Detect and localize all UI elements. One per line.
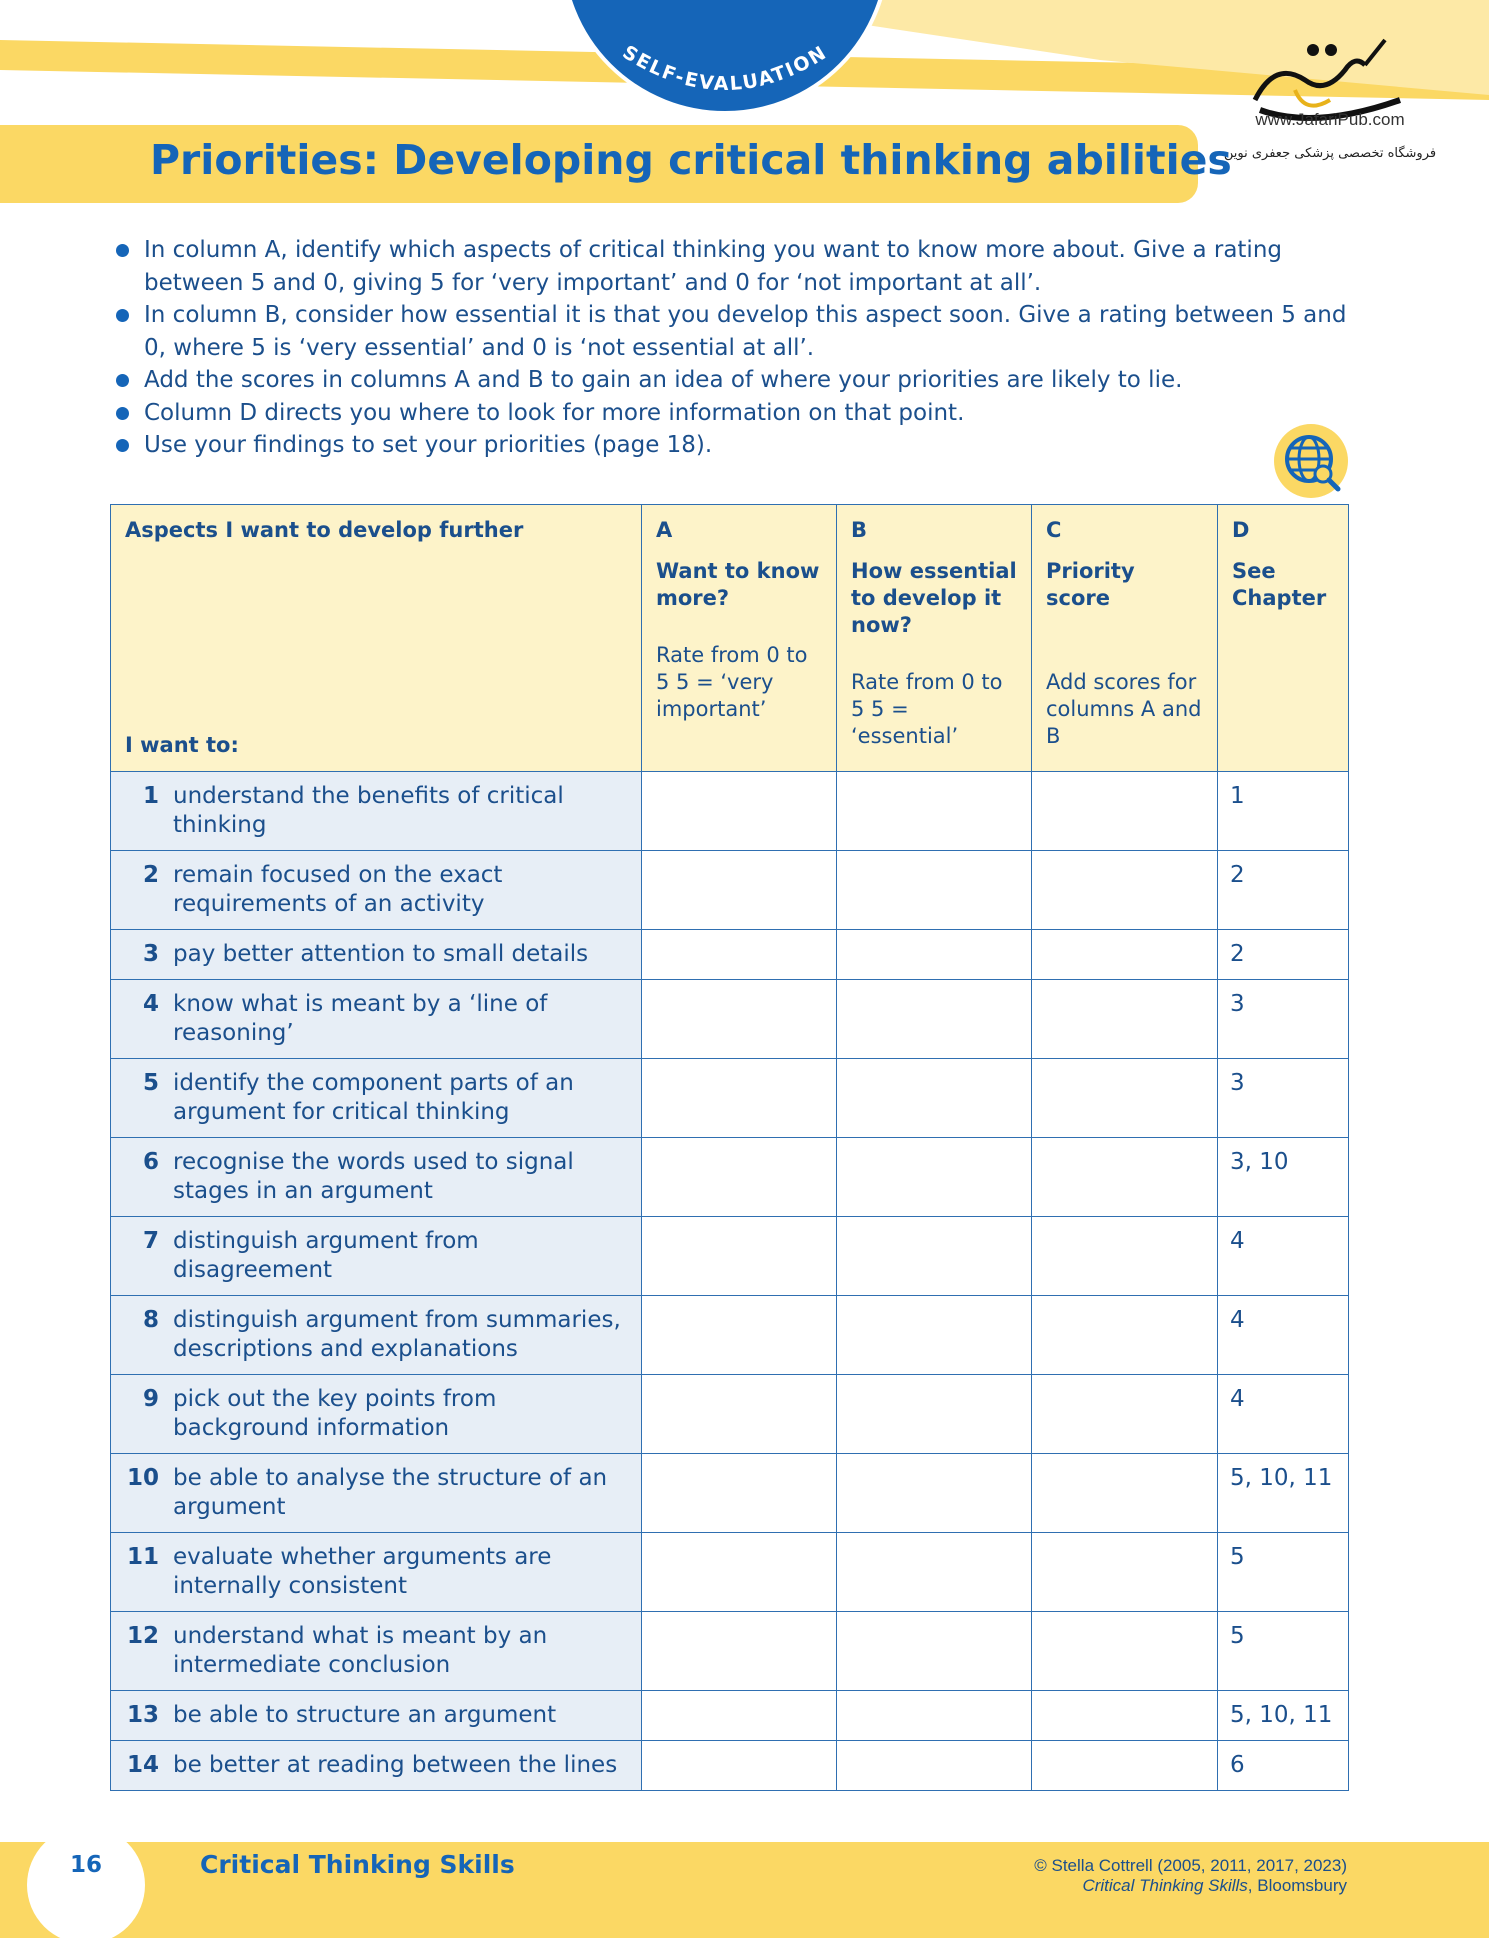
- row-number: 6: [142, 1149, 159, 1175]
- table-row: [111, 1375, 1349, 1454]
- chapter-cell: 5, 10, 11: [1218, 1454, 1349, 1533]
- column-a-input-cell[interactable]: [642, 1217, 837, 1296]
- header-column-b: [837, 505, 1032, 772]
- column-a-input-cell[interactable]: [642, 1612, 837, 1691]
- column-a-input-cell[interactable]: [642, 980, 837, 1059]
- column-c-input-cell[interactable]: [1032, 1533, 1218, 1612]
- column-c-input-cell[interactable]: [1032, 930, 1218, 980]
- aspect-text: evaluate whether arguments are internally consistent: [173, 1544, 552, 1599]
- aspect-cell: [111, 851, 642, 930]
- aspect-cell: [111, 980, 642, 1059]
- row-number: 10: [126, 1465, 159, 1491]
- aspect-text: know what is meant by a ‘line of reasoning’: [173, 991, 548, 1046]
- column-b-input-cell[interactable]: [837, 1691, 1032, 1741]
- column-a-input-cell[interactable]: [642, 1375, 837, 1454]
- table-row: [111, 980, 1349, 1059]
- row-number: 4: [142, 991, 159, 1017]
- column-c-input-cell[interactable]: [1032, 1059, 1218, 1138]
- row-number: 1: [142, 783, 159, 809]
- logo-url: www.JafariPub.com: [1255, 110, 1405, 129]
- column-c-input-cell[interactable]: [1032, 1296, 1218, 1375]
- table-header-row: [111, 505, 1349, 772]
- column-c-input-cell[interactable]: [1032, 851, 1218, 930]
- row-number: 7: [142, 1228, 159, 1254]
- column-a-input-cell[interactable]: [642, 1741, 837, 1791]
- column-b-input-cell[interactable]: [837, 1059, 1032, 1138]
- instructions-list: [112, 234, 1352, 462]
- chapter-cell: 4: [1218, 1375, 1349, 1454]
- chapter-cell: 1: [1218, 772, 1349, 851]
- aspect-text: identify the component parts of an argument for critical thinking: [173, 1070, 574, 1125]
- row-number: 14: [126, 1752, 159, 1778]
- citation-publisher: , Bloomsbury: [1247, 1876, 1347, 1895]
- column-b-input-cell[interactable]: [837, 930, 1032, 980]
- chapter-cell: 3: [1218, 980, 1349, 1059]
- aspect-text: be able to analyse the structure of an argument: [173, 1465, 608, 1520]
- column-d-title: See Chapter: [1232, 559, 1327, 610]
- column-b-input-cell[interactable]: [837, 772, 1032, 851]
- chapter-cell: 4: [1218, 1296, 1349, 1375]
- instruction-item: Add the scores in columns A and B to gain an idea of where your priorities are likely to lie.: [112, 364, 1352, 397]
- table-row: [111, 1533, 1349, 1612]
- chapter-cell: 3, 10: [1218, 1138, 1349, 1217]
- table-row: [111, 1741, 1349, 1791]
- table-row: [111, 1454, 1349, 1533]
- copyright-notice: [1034, 1856, 1347, 1896]
- column-b-title: How essential to develop it now?: [851, 559, 1017, 637]
- column-b-input-cell[interactable]: [837, 1612, 1032, 1691]
- column-b-input-cell[interactable]: [837, 851, 1032, 930]
- column-b-input-cell[interactable]: [837, 1296, 1032, 1375]
- chapter-cell: 4: [1218, 1217, 1349, 1296]
- column-a-input-cell[interactable]: [642, 1533, 837, 1612]
- table-row: [111, 930, 1349, 980]
- column-a-input-cell[interactable]: [642, 1138, 837, 1217]
- header-aspects-title: Aspects I want to develop further: [125, 518, 524, 542]
- column-c-input-cell[interactable]: [1032, 1454, 1218, 1533]
- aspect-cell: [111, 1454, 642, 1533]
- row-number: 5: [142, 1070, 159, 1096]
- column-c-input-cell[interactable]: [1032, 1691, 1218, 1741]
- aspect-text: recognise the words used to signal stages in an argument: [173, 1149, 574, 1204]
- chapter-cell: 5, 10, 11: [1218, 1691, 1349, 1741]
- chapter-cell: 2: [1218, 930, 1349, 980]
- column-a-input-cell[interactable]: [642, 1454, 837, 1533]
- table-row: [111, 851, 1349, 930]
- table-row: [111, 1138, 1349, 1217]
- aspect-text: be able to structure an argument: [173, 1702, 557, 1728]
- column-c-input-cell[interactable]: [1032, 980, 1218, 1059]
- aspect-cell: [111, 1375, 642, 1454]
- header-column-c: [1032, 505, 1218, 772]
- instruction-item: In column B, consider how essential it is that you develop this aspect soon. Give a rating between 5 and 0, where 5 is ‘very essential’ and 0 is ‘not essential at all’.: [112, 299, 1352, 364]
- column-b-input-cell[interactable]: [837, 1138, 1032, 1217]
- aspect-cell: [111, 1612, 642, 1691]
- row-number: 2: [142, 862, 159, 888]
- column-c-input-cell[interactable]: [1032, 1741, 1218, 1791]
- column-c-letter: C: [1046, 518, 1062, 542]
- column-b-input-cell[interactable]: [837, 1375, 1032, 1454]
- column-b-input-cell[interactable]: [837, 980, 1032, 1059]
- column-c-input-cell[interactable]: [1032, 1612, 1218, 1691]
- chapter-cell: 5: [1218, 1533, 1349, 1612]
- instruction-item: In column A, identify which aspects of critical thinking you want to know more about. Give a rating between 5 and 0, giving 5 for ‘very important’ and 0 for ‘not important at all’.: [112, 234, 1352, 299]
- aspect-text: pick out the key points from background information: [173, 1386, 497, 1441]
- instruction-item: Column D directs you where to look for more information on that point.: [112, 397, 1352, 430]
- aspect-cell: [111, 1741, 642, 1791]
- svg-text:SELF-EVALUATION: SELF-EVALUATION: [618, 41, 832, 96]
- table-row: [111, 1217, 1349, 1296]
- aspect-cell: [111, 1217, 642, 1296]
- header-column-d: [1218, 505, 1349, 772]
- column-c-input-cell[interactable]: [1032, 772, 1218, 851]
- header-column-a: [642, 505, 837, 772]
- chapter-cell: 5: [1218, 1612, 1349, 1691]
- aspect-text: be better at reading between the lines: [173, 1752, 618, 1778]
- column-a-letter: A: [656, 518, 673, 542]
- column-a-note: Rate from 0 to 5 5 = ‘very important’: [656, 643, 808, 721]
- row-number: 13: [126, 1702, 159, 1728]
- book-title: Critical Thinking Skills: [200, 1850, 515, 1879]
- priorities-table: [110, 504, 1349, 1791]
- column-a-input-cell[interactable]: [642, 851, 837, 930]
- instruction-item: Use your findings to set your priorities (page 18).: [112, 429, 1352, 462]
- aspect-text: remain focused on the exact requirements of an activity: [173, 862, 503, 917]
- header-aspects: [111, 505, 642, 772]
- row-number: 8: [142, 1307, 159, 1333]
- column-b-input-cell[interactable]: [837, 1741, 1032, 1791]
- aspect-cell: [111, 1138, 642, 1217]
- citation-line: [1034, 1876, 1347, 1896]
- row-number: 9: [142, 1386, 159, 1412]
- column-c-input-cell[interactable]: [1032, 1138, 1218, 1217]
- globe-search-icon: [1274, 424, 1348, 498]
- aspect-text: distinguish argument from summaries, descriptions and explanations: [173, 1307, 621, 1362]
- table-row: [111, 772, 1349, 851]
- column-a-input-cell[interactable]: [642, 1059, 837, 1138]
- aspect-text: understand the benefits of critical thinking: [173, 783, 564, 838]
- chapter-cell: 3: [1218, 1059, 1349, 1138]
- column-b-input-cell[interactable]: [837, 1217, 1032, 1296]
- table-row: [111, 1059, 1349, 1138]
- aspect-cell: [111, 1533, 642, 1612]
- column-c-note: Add scores for columns A and B: [1046, 670, 1202, 748]
- column-a-input-cell[interactable]: [642, 772, 837, 851]
- citation-title: Critical Thinking Skills: [1082, 1876, 1248, 1895]
- column-c-title: Priority score: [1046, 559, 1135, 610]
- row-number: 3: [142, 941, 159, 967]
- aspect-cell: [111, 1296, 642, 1375]
- row-number: 12: [126, 1623, 159, 1649]
- chapter-cell: 6: [1218, 1741, 1349, 1791]
- page-number-circle: [27, 1826, 145, 1944]
- column-a-input-cell[interactable]: [642, 1691, 837, 1741]
- table-row: [111, 1296, 1349, 1375]
- copyright-line: © Stella Cottrell (2005, 2011, 2017, 2023): [1034, 1856, 1347, 1875]
- column-a-input-cell[interactable]: [642, 1296, 837, 1375]
- header-i-want-to: I want to:: [125, 733, 239, 757]
- row-number: 11: [126, 1544, 159, 1570]
- column-d-letter: D: [1232, 518, 1250, 542]
- column-c-input-cell[interactable]: [1032, 1375, 1218, 1454]
- column-c-input-cell[interactable]: [1032, 1217, 1218, 1296]
- aspect-text: understand what is meant by an intermediate conclusion: [173, 1623, 548, 1678]
- aspect-cell: [111, 772, 642, 851]
- page-title: Priorities: Developing critical thinking abilities: [150, 136, 1232, 184]
- column-b-input-cell[interactable]: [837, 1533, 1032, 1612]
- logo-subtitle: فروشگاه تخصصی پزشکی جعفری نوین: [1223, 146, 1437, 161]
- aspect-text: distinguish argument from disagreement: [173, 1228, 479, 1283]
- chapter-cell: 2: [1218, 851, 1349, 930]
- aspect-text: pay better attention to small details: [173, 941, 589, 967]
- aspect-cell: [111, 1059, 642, 1138]
- column-b-letter: B: [851, 518, 868, 542]
- column-a-title: Want to know more?: [656, 559, 820, 610]
- table-row: [111, 1612, 1349, 1691]
- column-b-input-cell[interactable]: [837, 1454, 1032, 1533]
- column-b-note: Rate from 0 to 5 5 = ‘essential’: [851, 670, 1003, 748]
- table-row: [111, 1691, 1349, 1741]
- column-a-input-cell[interactable]: [642, 930, 837, 980]
- aspect-cell: [111, 1691, 642, 1741]
- aspect-cell: [111, 930, 642, 980]
- page-number: 16: [69, 1852, 102, 1878]
- badge-label: [560, 0, 890, 120]
